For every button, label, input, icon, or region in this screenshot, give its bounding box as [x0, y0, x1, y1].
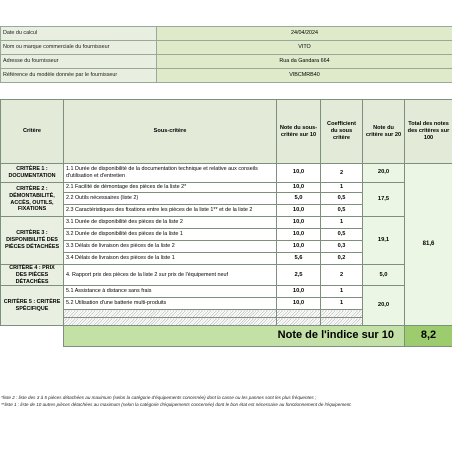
info-label: Référence du modèle donnée par le fournisseur: [1, 69, 157, 83]
info-value: VIBCMRB40: [157, 69, 452, 83]
subcriterion-label: 3.2 Durée de disponibilité des pièces de la liste 1: [64, 229, 277, 241]
grand-total: 81,6: [405, 164, 452, 326]
criterion-total: 5,0: [363, 265, 405, 286]
info-row: [1, 41, 452, 55]
hatched-cell: [277, 318, 321, 326]
subcriterion-note: 10,0: [277, 286, 321, 298]
header-row: [1, 100, 452, 164]
final-score-label: Note de l'indice sur 10: [64, 326, 405, 347]
criterion-total: 17,5: [363, 183, 405, 217]
hatched-cell: [64, 310, 277, 318]
subcriterion-note: 10,0: [277, 229, 321, 241]
info-label: Date du calcul: [1, 27, 157, 41]
subcriterion-coef: 1: [321, 217, 363, 229]
hatched-cell: [277, 310, 321, 318]
table-row: [1, 265, 452, 286]
info-value: 24/04/2024: [157, 27, 452, 41]
hatched-cell: [64, 318, 277, 326]
criteria-table: [0, 99, 452, 347]
info-row: [1, 55, 452, 69]
subcriterion-coef: 2: [321, 164, 363, 183]
table-row: [1, 164, 452, 183]
subcriterion-coef: 0,2: [321, 253, 363, 265]
criterion-name: CRITÈRE 4 : PRIX DES PIÈCES DÉTACHÉES: [1, 265, 64, 286]
subcriterion-label: 4. Rapport prix des pièces de la liste 2 sur prix de l'équipement neuf: [64, 265, 277, 286]
footnotes: [1, 395, 451, 409]
criterion-name: CRITÈRE 5 : CRITÈRE SPÉCIFIQUE: [1, 286, 64, 326]
subcriterion-note: 10,0: [277, 241, 321, 253]
table-row: [1, 183, 452, 193]
footnote: **liste 1 : liste de 10 autres pièces détachées au maximum (selon la catégorie d'équipements concernée) dont le bon état est nécessaire au fonctionnement de l'équipement.: [1, 401, 352, 407]
subcriterion-label: 2.3 Caractéristiques des fixations entre les pièces de la liste 1** et de la liste 2: [64, 205, 277, 217]
criterion-total: 20,0: [363, 286, 405, 326]
subcriterion-label: 3.3 Délais de livraison des pièces de la liste 2: [64, 241, 277, 253]
subcriterion-label: 2.2 Outils nécessaires (liste 2): [64, 193, 277, 205]
subcriterion-coef: 1: [321, 298, 363, 310]
table-row: [1, 286, 452, 298]
header-total: Total des notes des critères sur 100: [405, 100, 452, 164]
header-coef: Coefficient du sous critère: [321, 100, 363, 164]
subcriterion-note: 10,0: [277, 183, 321, 193]
hatched-cell: [321, 310, 363, 318]
final-score-row: [1, 326, 452, 347]
subcriterion-note: 10,0: [277, 298, 321, 310]
info-value: Rua da Gandara 664: [157, 55, 452, 69]
header-sous-critere: Sous-critère: [64, 100, 277, 164]
criterion-name: CRITÈRE 3 : DISPONIBILITÉ DES PIÈCES DÉTACHÉES: [1, 217, 64, 265]
header-note-crit: Note du critère sur 20: [363, 100, 405, 164]
subcriterion-label: 5.1 Assistance à distance sans frais: [64, 286, 277, 298]
header-note-sous: Note du sous-critère sur 10: [277, 100, 321, 164]
hatched-cell: [321, 318, 363, 326]
criterion-total: 19,1: [363, 217, 405, 265]
subcriterion-coef: 0,5: [321, 205, 363, 217]
footnote: *liste 2 : liste des 3 à 5 pièces détachées au maximum (selon la catégorie d'équipements concernée) dont la casse ou les pannes sont les plus fréquentes ;: [1, 395, 317, 400]
subcriterion-label: 3.1 Durée de disponibilité des pièces de la liste 2: [64, 217, 277, 229]
criterion-total: 20,0: [363, 164, 405, 183]
subcriterion-coef: 1: [321, 286, 363, 298]
info-label: Adresse du fournisseur: [1, 55, 157, 69]
table-row: [1, 217, 452, 229]
subcriterion-coef: 2: [321, 265, 363, 286]
info-row: [1, 27, 452, 41]
subcriterion-label: 2.1 Facilité de démontage des pièces de la liste 2*: [64, 183, 277, 193]
subcriterion-coef: 0,5: [321, 229, 363, 241]
subcriterion-coef: 0,5: [321, 193, 363, 205]
subcriterion-coef: 1: [321, 183, 363, 193]
header-critere: Critère: [1, 100, 64, 164]
criterion-name: CRITÈRE 1 : DOCUMENTATION: [1, 164, 64, 183]
info-row: [1, 69, 452, 83]
subcriterion-label: 1.1 Durée de disponibilité de la documentation technique et relative aux conseils d'utilisation et d'entretien: [64, 164, 277, 183]
subcriterion-note: 5,0: [277, 193, 321, 205]
subcriterion-note: 10,0: [277, 164, 321, 183]
subcriterion-note: 5,6: [277, 253, 321, 265]
final-score-value: 8,2: [405, 326, 452, 347]
subcriterion-note: 2,5: [277, 265, 321, 286]
subcriterion-note: 10,0: [277, 205, 321, 217]
info-value: VITO: [157, 41, 452, 55]
info-label: Nom ou marque commerciale du fournisseur: [1, 41, 157, 55]
criterion-name: CRITÈRE 2 : DÉMONTABILITÉ, ACCÈS, OUTILS, FIXATIONS: [1, 183, 64, 217]
subcriterion-label: 3.4 Délais de livraison des pièces de la liste 1: [64, 253, 277, 265]
info-table: [0, 26, 452, 83]
subcriterion-coef: 0,3: [321, 241, 363, 253]
subcriterion-label: 5.2 Utilisation d'une batterie multi-produits: [64, 298, 277, 310]
subcriterion-note: 10,0: [277, 217, 321, 229]
